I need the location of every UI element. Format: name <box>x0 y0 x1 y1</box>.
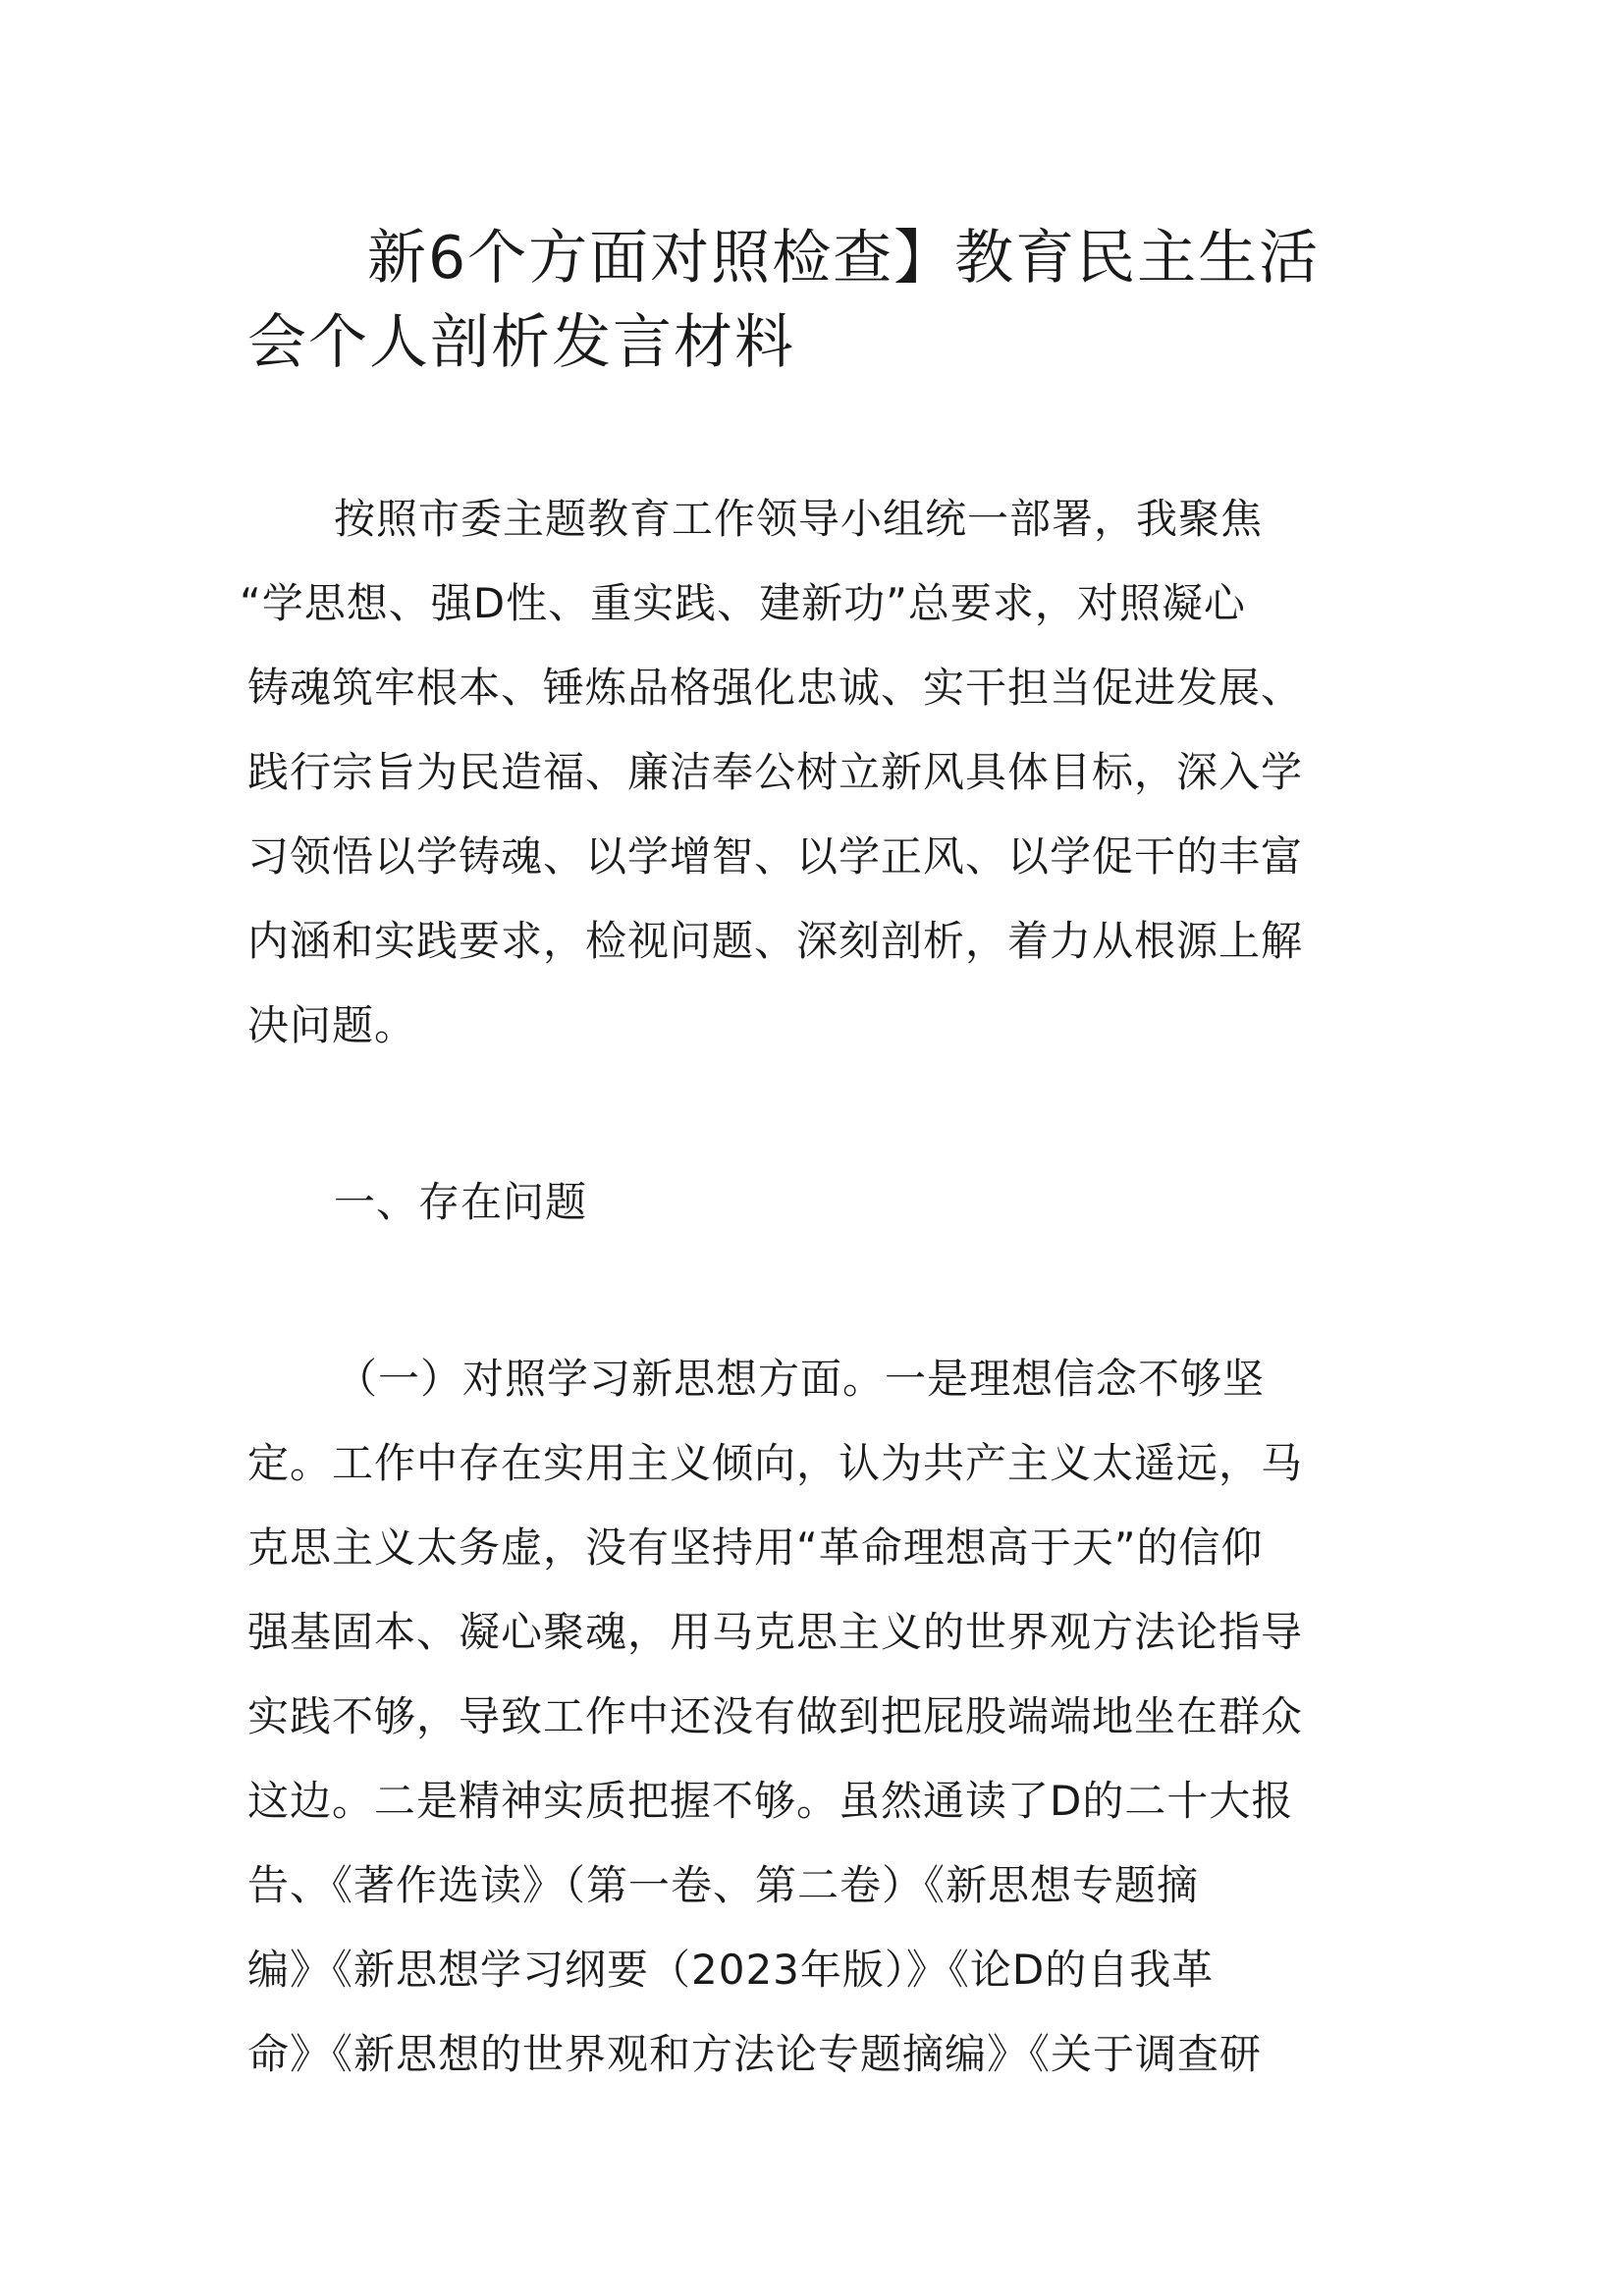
section-line: 克思主义太务虚，没有坚持用“革命理想高于天”的信仰 <box>247 1523 1264 1572</box>
section-heading <box>247 1160 1367 1245</box>
intro-line: 习领悟以学铸魂、以学增智、以学正风、以学促干的丰富 <box>247 832 1304 881</box>
section-line: 这边。二是精神实质把握不够。虽然通读了D的二十大报 <box>247 1777 1294 1825</box>
intro-paragraph <box>240 477 1367 1068</box>
intro-line: 铸魂筑牢根本、锤炼品格强化忠诚、实干担当促进发展、 <box>247 664 1304 712</box>
section-heading-text: 一、存在问题 <box>334 1178 588 1226</box>
intro-line: 决问题。 <box>247 1001 417 1049</box>
section-line: 定。工作中存在实用主义倾向，认为共产主义太遥远，马 <box>247 1439 1304 1487</box>
section-line: 强基固本、凝心聚魂，用马克思主义的世界观方法论指导 <box>247 1608 1304 1656</box>
intro-line: 践行宗旨为民造福、廉洁奉公树立新风具体目标，深入学 <box>247 748 1304 796</box>
title-line-1: 新6个方面对照检查】教育民主生活 <box>367 224 1321 293</box>
section-line: 实践不够，导致工作中还没有做到把屁股端端地坐在群众 <box>247 1692 1304 1740</box>
title-line-2: 会个人剖析发言材料 <box>247 308 795 377</box>
section-1-paragraph <box>247 1337 1367 2097</box>
intro-line: 按照市委主题教育工作领导小组统一部署，我聚焦 <box>334 495 1264 543</box>
section-line: （一）对照学习新思想方面。一是理想信念不够坚 <box>336 1355 1266 1403</box>
section-line: 命》《新思想的世界观和方法论专题摘编》《关于调查研 <box>247 2030 1263 2078</box>
intro-line: “学思想、强D性、重实践、建新功”总要求，对照凝心 <box>240 579 1246 627</box>
intro-line: 内涵和实践要求，检视问题、深刻剖析，着力从根源上解 <box>247 917 1304 965</box>
document-title <box>247 216 1347 385</box>
section-line: 告、《著作选读》（第一卷、第二卷）《新思想专题摘 <box>247 1861 1200 1909</box>
section-line: 编》《新思想学习纲要（2023年版）》《论D的自我革 <box>247 1946 1215 1994</box>
